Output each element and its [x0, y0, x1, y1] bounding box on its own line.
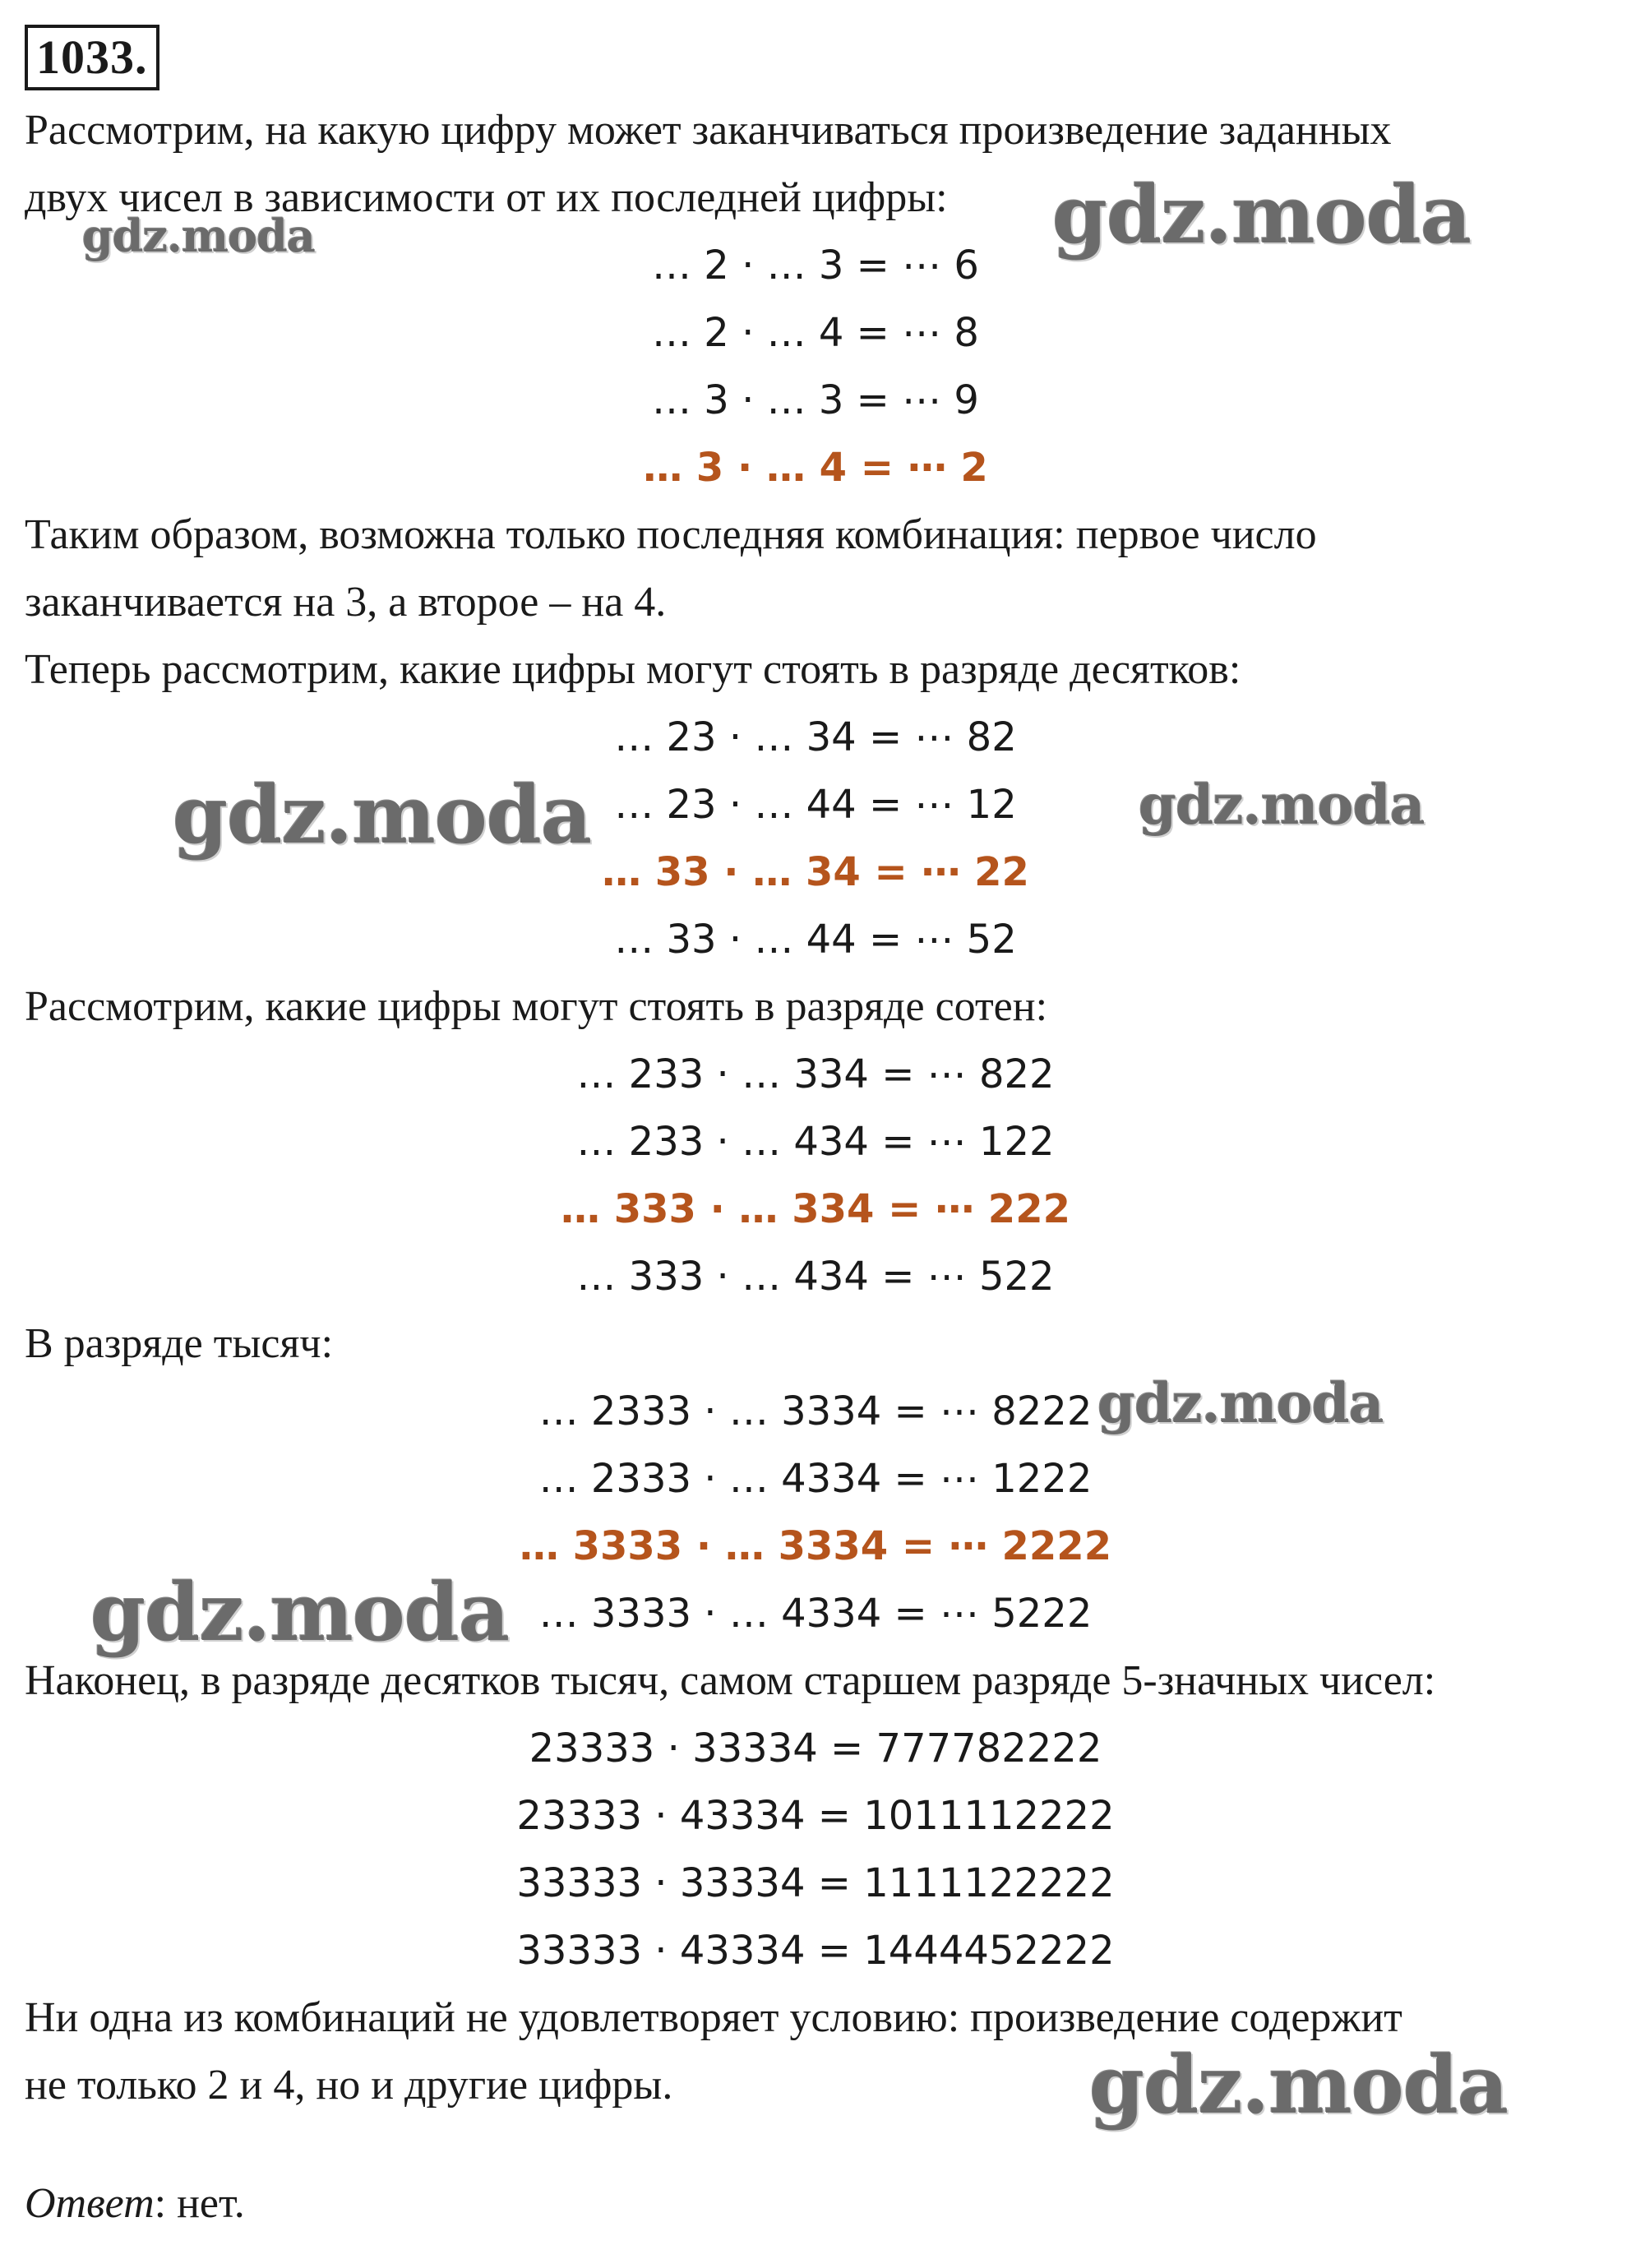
equation: 23333 · 33334 = 777782222 — [529, 1725, 1102, 1771]
hundreds-intro: Рассмотрим, какие цифры могут стоять в разряде сотен: — [25, 983, 1048, 1030]
equation: … 233 · … 434 = ⋯ 122 — [576, 1119, 1055, 1165]
watermark: gdz.moda — [82, 210, 315, 262]
watermark: gdz.moda — [1097, 1371, 1384, 1435]
equation-highlighted: … 33 · … 34 = ⋯ 22 — [602, 849, 1029, 895]
equation: … 233 · … 334 = ⋯ 822 — [576, 1051, 1055, 1097]
equation: … 2 · … 4 = ⋯ 8 — [652, 310, 979, 356]
watermark: gdz.moda — [1139, 773, 1425, 837]
watermark: gdz.moda — [173, 769, 592, 861]
equations-hundreds — [0, 1041, 1631, 1310]
answer-value: нет. — [177, 2180, 245, 2227]
watermark: gdz.moda — [1089, 2039, 1509, 2132]
equation: … 23 · … 44 = ⋯ 12 — [614, 782, 1017, 828]
thousands-intro: В разряде тысяч: — [25, 1320, 334, 1367]
equation: … 333 · … 434 = ⋯ 522 — [576, 1254, 1055, 1300]
equation-highlighted: … 333 · … 334 = ⋯ 222 — [560, 1186, 1070, 1232]
equation: … 3333 · … 4334 = ⋯ 5222 — [538, 1591, 1093, 1637]
tens-intro: Теперь рассмотрим, какие цифры могут стоять в разряде десятков: — [25, 646, 1241, 693]
equation: … 3 · … 3 = ⋯ 9 — [652, 377, 979, 423]
conclusion-line-1: Таким образом, возможна только последняя комбинация: первое число — [25, 511, 1317, 558]
intro-line-2: двух чисел в зависимости от их последней цифры: — [25, 174, 948, 221]
watermark: gdz.moda — [1052, 169, 1472, 261]
equation: 33333 · 33334 = 1111122222 — [516, 1860, 1115, 1906]
answer-label: Ответ — [25, 2180, 155, 2227]
final-intro: Наконец, в разряде десятков тысяч, самом старшем разряде 5-значных чисел: — [25, 1657, 1436, 1704]
final-conclusion-line-1: Ни одна из комбинаций не удовлетворяет условию: произведение содержит — [25, 1994, 1402, 2041]
equation-highlighted: … 3 · … 4 = ⋯ 2 — [643, 445, 988, 491]
equation: … 33 · … 44 = ⋯ 52 — [614, 917, 1017, 963]
equation: … 2333 · … 3334 = ⋯ 8222 — [538, 1388, 1093, 1434]
conclusion-line-2: заканчивается на 3, а второе – на 4. — [25, 579, 667, 626]
equation: 23333 · 43334 = 1011112222 — [516, 1793, 1115, 1839]
equation: 33333 · 43334 = 1444452222 — [516, 1928, 1115, 1974]
equation: … 2333 · … 4334 = ⋯ 1222 — [538, 1456, 1093, 1502]
watermark: gdz.moda — [90, 1566, 510, 1659]
equations-units — [0, 232, 1631, 501]
task-number: 1033. — [25, 25, 159, 90]
answer-separator: : — [154, 2180, 178, 2227]
equation: … 2 · … 3 = ⋯ 6 — [652, 243, 979, 289]
equation-highlighted: … 3333 · … 3334 = ⋯ 2222 — [519, 1523, 1112, 1569]
equation: … 23 · … 34 = ⋯ 82 — [614, 714, 1017, 760]
answer — [25, 2170, 245, 2238]
intro-line-1: Рассмотрим, на какую цифру может заканчиваться произведение заданных — [25, 107, 1392, 154]
equations-final — [0, 1715, 1631, 1984]
final-conclusion-line-2: не только 2 и 4, но и другие цифры. — [25, 2062, 673, 2109]
